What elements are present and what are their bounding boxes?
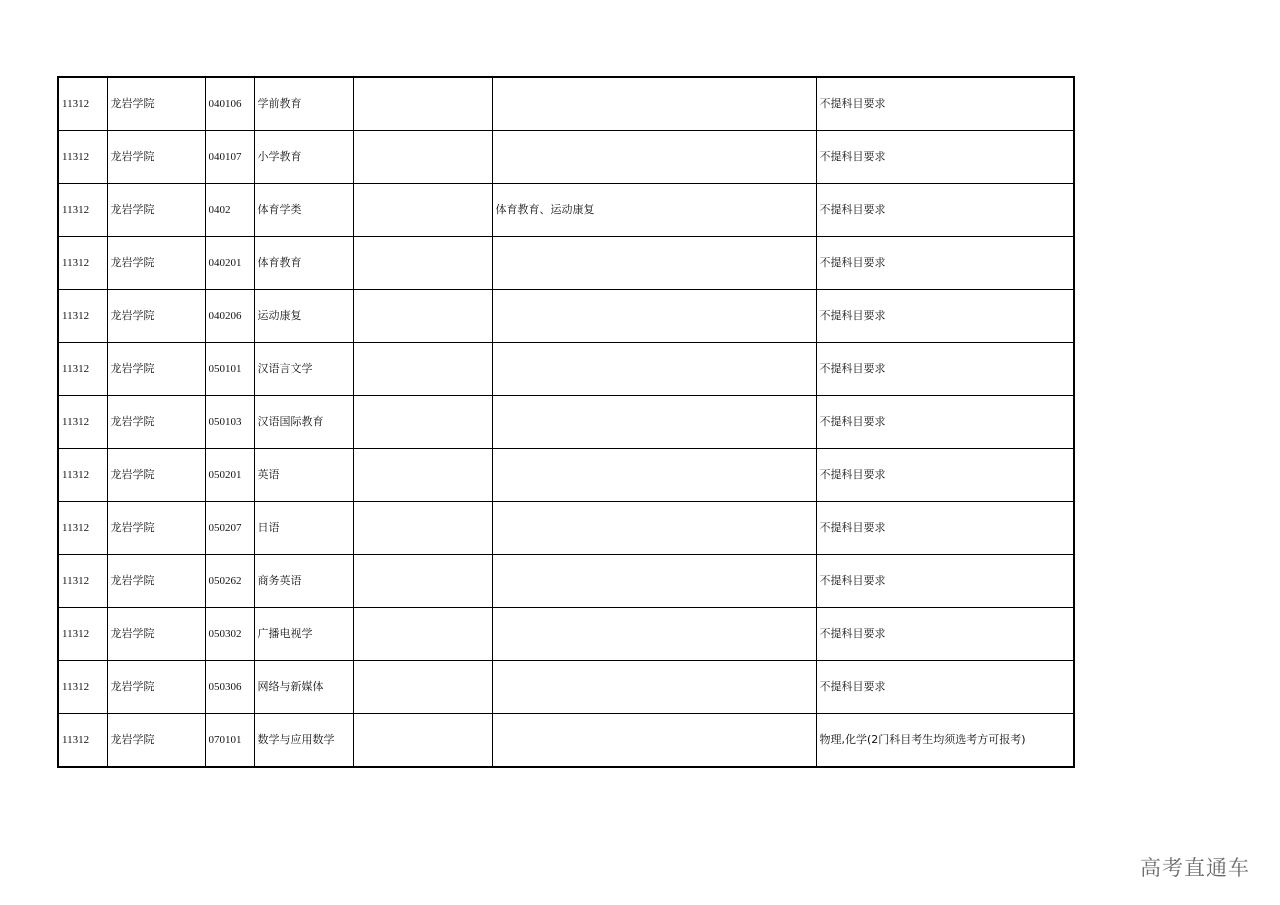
major-code-cell: 040201 <box>205 237 254 290</box>
blank-cell <box>353 237 492 290</box>
subject-requirement-cell: 不提科目要求 <box>816 396 1074 449</box>
major-code-cell: 070101 <box>205 714 254 768</box>
blank-cell <box>353 502 492 555</box>
table-row <box>58 77 1074 131</box>
included-majors-cell <box>492 396 816 449</box>
major-code-cell: 040106 <box>205 77 254 131</box>
school-code-cell: 11312 <box>58 237 107 290</box>
major-name-cell: 商务英语 <box>254 555 353 608</box>
included-majors-cell <box>492 608 816 661</box>
major-code-cell: 050302 <box>205 608 254 661</box>
blank-cell <box>353 77 492 131</box>
major-name-cell: 日语 <box>254 502 353 555</box>
major-name-cell: 英语 <box>254 449 353 502</box>
subject-requirement-cell: 不提科目要求 <box>816 555 1074 608</box>
table-row <box>58 290 1074 343</box>
blank-cell <box>353 396 492 449</box>
school-name-cell: 龙岩学院 <box>107 237 205 290</box>
major-code-cell: 050262 <box>205 555 254 608</box>
major-name-cell: 汉语国际教育 <box>254 396 353 449</box>
subject-requirement-cell: 不提科目要求 <box>816 131 1074 184</box>
major-name-cell: 广播电视学 <box>254 608 353 661</box>
school-code-cell: 11312 <box>58 77 107 131</box>
major-name-cell: 数学与应用数学 <box>254 714 353 768</box>
major-name-cell: 网络与新媒体 <box>254 661 353 714</box>
school-name-cell: 龙岩学院 <box>107 290 205 343</box>
included-majors-cell <box>492 131 816 184</box>
major-code-cell: 0402 <box>205 184 254 237</box>
subject-requirement-cell: 不提科目要求 <box>816 502 1074 555</box>
major-name-cell: 学前教育 <box>254 77 353 131</box>
major-code-cell: 040107 <box>205 131 254 184</box>
table-row <box>58 131 1074 184</box>
subject-requirement-cell: 不提科目要求 <box>816 608 1074 661</box>
major-name-cell: 小学教育 <box>254 131 353 184</box>
included-majors-cell <box>492 661 816 714</box>
major-name-cell: 体育学类 <box>254 184 353 237</box>
major-code-cell: 050101 <box>205 343 254 396</box>
school-code-cell: 11312 <box>58 449 107 502</box>
school-name-cell: 龙岩学院 <box>107 608 205 661</box>
blank-cell <box>353 714 492 768</box>
subject-requirement-cell: 不提科目要求 <box>816 343 1074 396</box>
school-code-cell: 11312 <box>58 290 107 343</box>
subject-requirements-table <box>57 76 1075 768</box>
school-code-cell: 11312 <box>58 396 107 449</box>
table-row <box>58 449 1074 502</box>
watermark-text: 高考直通车 <box>1140 856 1250 880</box>
school-name-cell: 龙岩学院 <box>107 77 205 131</box>
table-row <box>58 502 1074 555</box>
school-code-cell: 11312 <box>58 502 107 555</box>
blank-cell <box>353 184 492 237</box>
included-majors-cell <box>492 714 816 768</box>
school-name-cell: 龙岩学院 <box>107 131 205 184</box>
subject-requirement-cell: 不提科目要求 <box>816 77 1074 131</box>
major-code-cell: 050103 <box>205 396 254 449</box>
table-row <box>58 343 1074 396</box>
table-row <box>58 237 1074 290</box>
subject-requirement-cell: 不提科目要求 <box>816 184 1074 237</box>
table-row <box>58 396 1074 449</box>
included-majors-cell <box>492 237 816 290</box>
blank-cell <box>353 343 492 396</box>
major-code-cell: 050306 <box>205 661 254 714</box>
school-name-cell: 龙岩学院 <box>107 396 205 449</box>
included-majors-cell: 体育教育、运动康复 <box>492 184 816 237</box>
subject-requirement-cell: 不提科目要求 <box>816 237 1074 290</box>
major-code-cell: 050207 <box>205 502 254 555</box>
blank-cell <box>353 131 492 184</box>
table-row <box>58 555 1074 608</box>
major-code-cell: 050201 <box>205 449 254 502</box>
table-row <box>58 608 1074 661</box>
school-code-cell: 11312 <box>58 714 107 768</box>
school-name-cell: 龙岩学院 <box>107 343 205 396</box>
school-name-cell: 龙岩学院 <box>107 502 205 555</box>
table-row <box>58 661 1074 714</box>
major-name-cell: 汉语言文学 <box>254 343 353 396</box>
blank-cell <box>353 449 492 502</box>
school-code-cell: 11312 <box>58 555 107 608</box>
major-code-cell: 040206 <box>205 290 254 343</box>
included-majors-cell <box>492 343 816 396</box>
school-code-cell: 11312 <box>58 343 107 396</box>
included-majors-cell <box>492 77 816 131</box>
major-name-cell: 运动康复 <box>254 290 353 343</box>
school-name-cell: 龙岩学院 <box>107 661 205 714</box>
major-name-cell: 体育教育 <box>254 237 353 290</box>
school-code-cell: 11312 <box>58 131 107 184</box>
school-code-cell: 11312 <box>58 184 107 237</box>
table-row <box>58 184 1074 237</box>
school-name-cell: 龙岩学院 <box>107 449 205 502</box>
blank-cell <box>353 661 492 714</box>
subject-requirement-cell: 不提科目要求 <box>816 449 1074 502</box>
blank-cell <box>353 555 492 608</box>
school-code-cell: 11312 <box>58 608 107 661</box>
subject-requirement-cell: 不提科目要求 <box>816 661 1074 714</box>
school-name-cell: 龙岩学院 <box>107 555 205 608</box>
subject-requirement-cell: 不提科目要求 <box>816 290 1074 343</box>
table-body <box>58 77 1074 767</box>
table-row <box>58 714 1074 768</box>
school-name-cell: 龙岩学院 <box>107 714 205 768</box>
included-majors-cell <box>492 555 816 608</box>
included-majors-cell <box>492 449 816 502</box>
school-name-cell: 龙岩学院 <box>107 184 205 237</box>
school-code-cell: 11312 <box>58 661 107 714</box>
blank-cell <box>353 290 492 343</box>
included-majors-cell <box>492 502 816 555</box>
blank-cell <box>353 608 492 661</box>
included-majors-cell <box>492 290 816 343</box>
subject-requirement-cell: 物理,化学(2门科目考生均须选考方可报考) <box>816 714 1074 768</box>
